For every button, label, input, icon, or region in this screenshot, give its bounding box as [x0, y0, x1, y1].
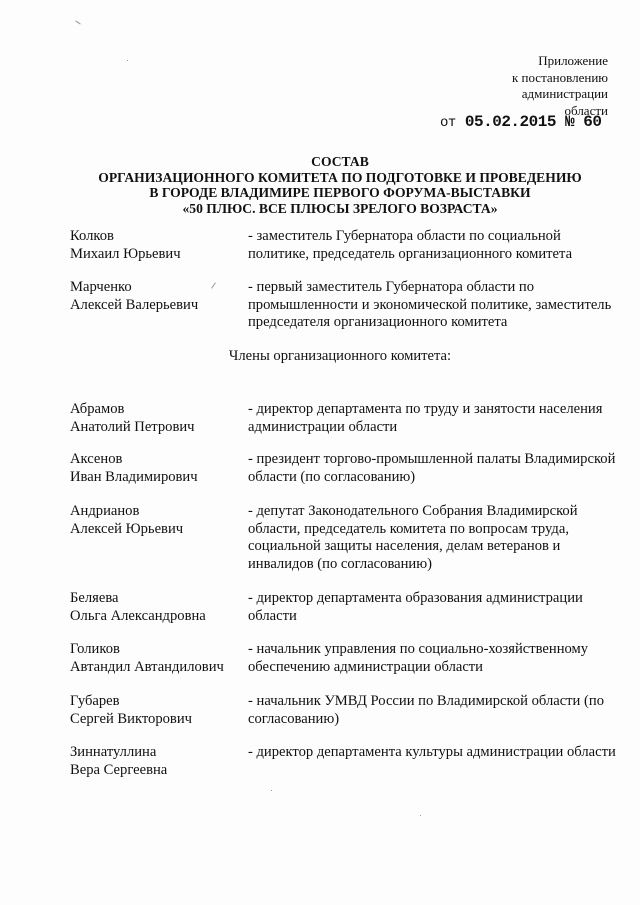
- scan-speck: [420, 815, 421, 816]
- person-surname: Голиков: [70, 641, 120, 657]
- person-role: - депутат Законодательного Собрания Владимирской области, председатель комитета по вопросам труда, социальной защиты населения, делам ветеранов и инвалидов (по согласованию): [248, 503, 578, 572]
- appendix-line: администрации: [521, 86, 608, 101]
- person-role: - заместитель Губернатора области по социальной политике, председатель организационного комитета: [248, 228, 573, 262]
- person-given-name: Вера Сергеевна: [70, 761, 168, 778]
- person-name: [70, 693, 245, 728]
- scan-speck: [75, 20, 80, 24]
- title-line: В ГОРОДЕ ВЛАДИМИРЕ ПЕРВОГО ФОРУМА-ВЫСТАВКИ: [149, 185, 531, 200]
- number-sign: №: [565, 113, 575, 131]
- person-name: [70, 279, 245, 314]
- person-role: - начальник управления по социально-хозяйственному обеспечению администрации области: [248, 641, 589, 675]
- person-role: - начальник УМВД России по Владимирской области (по согласованию): [248, 693, 604, 727]
- person-surname: Абрамов: [70, 401, 125, 417]
- date-value: 05.02.2015: [464, 113, 556, 131]
- title-line: «50 ПЛЮС. ВСЕ ПЛЮСЫ ЗРЕЛОГО ВОЗРАСТА»: [182, 200, 498, 216]
- person-surname: Аксенов: [70, 451, 123, 467]
- person-given-name: Алексей Валерьевич: [70, 296, 199, 313]
- appendix-line: к постановлению: [511, 69, 608, 85]
- person-role: - первый заместитель Губернатора области по промышленности и экономической политике, заместитель председателя организационного комитета: [248, 279, 612, 330]
- person-role: - директор департамента культуры администрации области: [248, 744, 616, 760]
- person-role: - директор департамента по труду и занятости населения администрации области: [248, 401, 603, 435]
- document-title: [70, 154, 610, 216]
- person-name: [70, 228, 245, 263]
- scan-speck: [127, 60, 128, 61]
- scan-speck: [271, 790, 272, 791]
- person-surname: Марченко: [70, 279, 132, 295]
- person-name: [70, 451, 245, 486]
- person-name: [70, 744, 245, 779]
- person-surname: Колков: [70, 228, 114, 244]
- appendix-block: [512, 53, 608, 119]
- members-heading: Члены организационного комитета:: [228, 348, 452, 364]
- person-surname: Беляева: [70, 590, 119, 606]
- date-number-stamp: [440, 113, 601, 131]
- number-value: 60: [583, 113, 602, 131]
- person-given-name: Сергей Викторович: [70, 710, 192, 727]
- appendix-line: Приложение: [538, 53, 608, 68]
- title-line: ОРГАНИЗАЦИОННОГО КОМИТЕТА ПО ПОДГОТОВКЕ И ПРОВЕДЕНИЮ: [98, 169, 582, 185]
- person-given-name: Анатолий Петрович: [70, 418, 195, 435]
- person-surname: Андрианов: [70, 503, 140, 519]
- person-name: [70, 641, 245, 676]
- person-role: - директор департамента образования администрации области: [248, 590, 583, 624]
- date-prefix: от: [440, 115, 456, 131]
- person-role: - президент торгово-промышленной палаты Владимирской области (по согласованию): [248, 451, 616, 485]
- person-given-name: Ольга Александровна: [70, 607, 206, 624]
- person-given-name: Михаил Юрьевич: [70, 245, 181, 262]
- person-given-name: Иван Владимирович: [70, 468, 198, 485]
- person-name: [70, 503, 245, 538]
- person-surname: Губарев: [70, 693, 120, 709]
- title-line: СОСТАВ: [311, 154, 369, 169]
- person-surname: Зиннатуллина: [70, 744, 157, 760]
- person-name: [70, 590, 245, 625]
- person-given-name: Алексей Юрьевич: [70, 520, 184, 537]
- person-name: [70, 401, 245, 436]
- person-given-name: Автандил Автандилович: [70, 658, 224, 675]
- appendix-line: области: [564, 102, 608, 118]
